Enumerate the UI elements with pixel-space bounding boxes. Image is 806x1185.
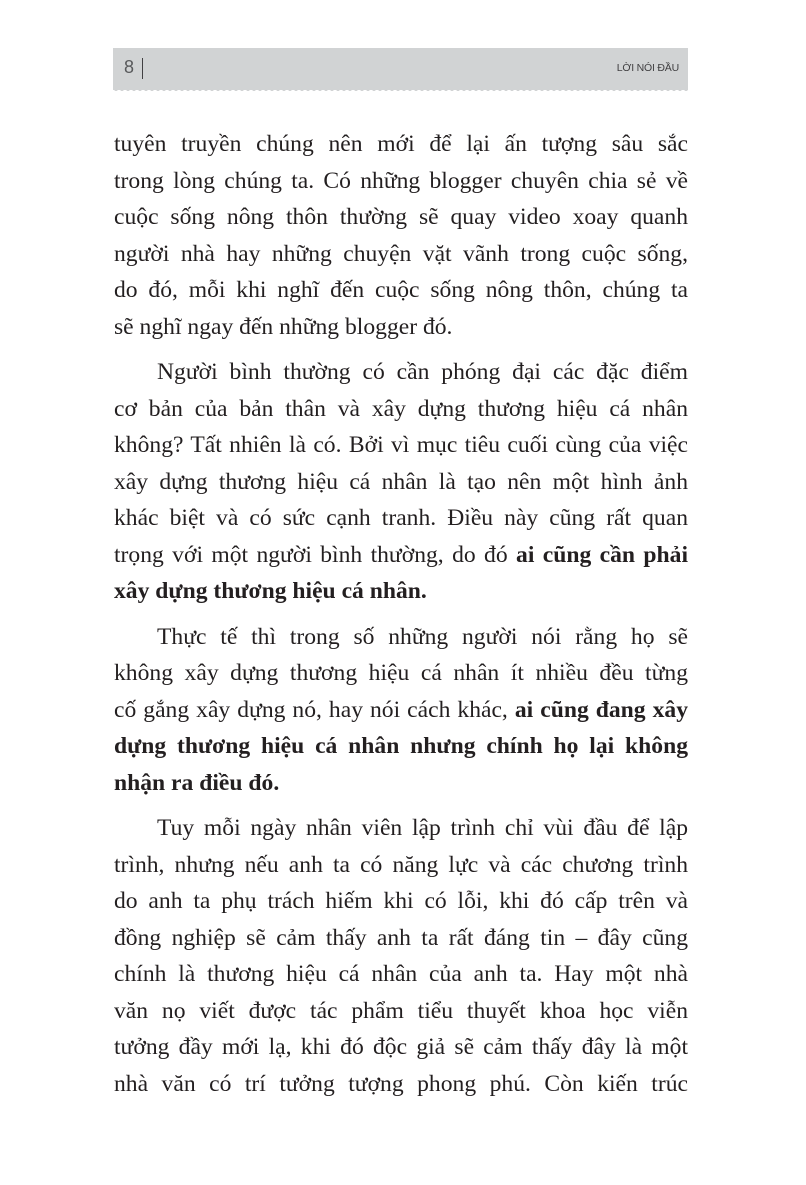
bold-text-segment: nhận ra điều đó. xyxy=(114,769,280,796)
text-line-content xyxy=(114,993,688,1030)
text-segment: nhà văn có trí tưởng tượng phong phú. Còn kiến trúc xyxy=(114,1070,688,1097)
text-line-content xyxy=(114,236,688,273)
text-line-content xyxy=(114,126,688,163)
text-line xyxy=(114,500,688,537)
text-line-content xyxy=(114,765,688,802)
text-line xyxy=(114,847,688,884)
text-line xyxy=(114,573,688,610)
text-line-content xyxy=(157,354,688,391)
text-segment: cơ bản của bản thân và xây dựng thương hiệu cá nhân xyxy=(114,395,688,422)
text-line xyxy=(114,810,688,847)
text-segment: tưởng đầy mới lạ, khi đó độc giả sẽ cảm thấy đây là một xyxy=(114,1034,688,1060)
text-line xyxy=(114,236,688,273)
text-line xyxy=(114,920,688,957)
body-text xyxy=(114,126,688,1111)
text-line xyxy=(114,391,688,428)
text-line-content xyxy=(114,1029,688,1066)
text-segment: do anh ta phụ trách hiếm khi có lỗi, khi đó cấp trên và xyxy=(114,888,688,914)
text-segment: không? Tất nhiên là có. Bởi vì mục tiêu cuối cùng của việc xyxy=(114,432,688,458)
text-segment: khác biệt và có sức cạnh tranh. Điều này cũng rất quan xyxy=(114,505,688,531)
text-line xyxy=(114,619,688,656)
text-segment: trình, nhưng nếu anh ta có năng lực và các chương trình xyxy=(114,851,688,878)
text-line-content xyxy=(157,619,688,656)
text-line-content xyxy=(114,573,688,610)
bold-text-segment: ai cũng đang xây xyxy=(514,696,688,723)
page-number: 8 xyxy=(124,57,135,77)
text-segment: trong lòng chúng ta. Có những blogger chuyên chia sẻ về xyxy=(114,167,688,194)
text-segment: trọng với một người bình thường, do đó xyxy=(114,541,517,568)
text-line-content xyxy=(114,272,688,309)
text-line-content xyxy=(114,655,688,692)
text-line-content xyxy=(114,391,688,428)
text-line-content xyxy=(114,728,688,765)
text-segment: do đó, mỗi khi nghĩ đến cuộc sống nông thôn, chúng ta xyxy=(114,277,688,303)
text-segment: không xây dựng thương hiệu cá nhân ít nhiều đều từng xyxy=(114,660,688,686)
text-line xyxy=(114,765,688,802)
text-line xyxy=(114,126,688,163)
text-segment: cố gắng xây dựng nó, hay nói cách khác, xyxy=(114,696,515,723)
text-line xyxy=(114,655,688,692)
text-line-content xyxy=(114,920,688,957)
text-line-content xyxy=(114,163,688,200)
text-segment: đồng nghiệp sẽ cảm thấy anh ta rất đáng tin – đây cũng xyxy=(114,924,688,951)
paragraph xyxy=(114,126,688,345)
text-line-content xyxy=(114,427,688,464)
text-line xyxy=(114,537,688,574)
text-line-content xyxy=(114,199,688,236)
text-line xyxy=(114,199,688,236)
text-line xyxy=(114,883,688,920)
text-line xyxy=(114,692,688,729)
paragraph xyxy=(114,619,688,802)
text-line-content xyxy=(157,810,688,847)
text-line xyxy=(114,1029,688,1066)
text-line xyxy=(114,163,688,200)
text-line-content xyxy=(114,692,688,729)
text-segment: chính là thương hiệu cá nhân của anh ta. Hay một nhà xyxy=(114,961,688,987)
running-head xyxy=(113,48,688,90)
text-line xyxy=(114,1066,688,1103)
text-segment: sẽ nghĩ ngay đến những blogger đó. xyxy=(114,313,453,340)
text-segment: văn nọ viết được tác phẩm tiểu thuyết khoa học viễn xyxy=(114,997,688,1024)
text-line xyxy=(114,427,688,464)
text-segment: xây dựng thương hiệu cá nhân là tạo nên một hình ảnh xyxy=(114,468,688,495)
text-line xyxy=(114,464,688,501)
chapter-title: LỜI NÓI ĐẦU xyxy=(616,62,679,74)
text-line-content xyxy=(114,309,688,346)
text-line xyxy=(114,309,688,346)
bold-text-segment: dựng thương hiệu cá nhân nhưng chính họ lại không xyxy=(114,733,688,759)
text-line-content xyxy=(114,956,688,993)
header-separator xyxy=(142,58,143,79)
text-line xyxy=(114,993,688,1030)
text-line-content xyxy=(114,500,688,537)
bold-text-segment: ai cũng cần phải xyxy=(516,541,688,568)
text-segment: Thực tế thì trong số những người nói rằng họ sẽ xyxy=(157,623,688,650)
text-line xyxy=(114,956,688,993)
text-line-content xyxy=(114,847,688,884)
text-segment: Người bình thường có cần phóng đại các đặc điểm xyxy=(157,359,688,385)
text-segment: tuyên truyền chúng nên mới để lại ấn tượng sâu sắc xyxy=(114,131,688,157)
text-line xyxy=(114,728,688,765)
text-segment: người nhà hay những chuyện vặt vãnh trong cuộc sống, xyxy=(114,240,688,267)
text-segment: cuộc sống nông thôn thường sẽ quay video xoay quanh xyxy=(114,204,688,230)
text-line-content xyxy=(114,537,688,574)
text-line xyxy=(114,272,688,309)
text-line-content xyxy=(114,464,688,501)
paragraph xyxy=(114,810,688,1102)
text-segment: Tuy mỗi ngày nhân viên lập trình chỉ vùi đầu để lập xyxy=(157,815,688,841)
bold-text-segment: xây dựng thương hiệu cá nhân. xyxy=(114,578,427,604)
text-line xyxy=(114,354,688,391)
text-line-content xyxy=(114,1066,688,1103)
text-line-content xyxy=(114,883,688,920)
paragraph xyxy=(114,354,688,610)
